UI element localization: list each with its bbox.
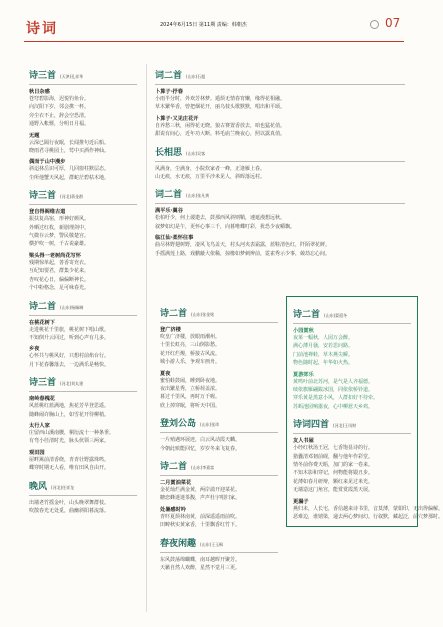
- section-heading: 词二首: [155, 71, 183, 81]
- author-note: (山东)杨佩琳: [60, 304, 84, 310]
- poem-title: 太行人家: [29, 422, 50, 429]
- section-rule: [160, 475, 278, 476]
- poem-title: 满平乐·翼谷: [155, 208, 183, 215]
- section-title: [155, 68, 405, 81]
- poem-line: 气微存云梦，警民敬楚宫。: [29, 233, 90, 240]
- poem-line: 不知倒升云回过，听到心声有几多。: [29, 334, 110, 341]
- poem-title: 夏夜: [160, 370, 171, 377]
- poem-line: 夜出繁星秀，立桥荷盖浓。: [160, 386, 221, 393]
- section-title: [293, 417, 411, 430]
- poem-line: 手摇满莲上路，戏鹏蔽大依稀，掠橡如梦刺辨前，霓雀秀示少事，兢劫忘心间。: [155, 250, 331, 257]
- poem-line: 猪囊清邓韧前砚，翻与他年作彩堂。: [293, 453, 374, 460]
- section-title: [29, 68, 137, 81]
- poem-line: 风满身，尘满身，小院炊家者一峰，正逢雁上春。: [155, 165, 266, 172]
- poem-title: 卜算子·抒春: [155, 89, 183, 95]
- section-heading: 诗三首: [29, 191, 57, 202]
- author-note: (河北)蒋金群: [60, 194, 84, 200]
- section-heading: 春夜闲趣: [160, 538, 197, 549]
- section-heading: 诗词四首: [293, 420, 330, 431]
- section-rule: [29, 495, 137, 496]
- header-rule: [24, 41, 404, 42]
- poem-line: 苍穹碧影海，迟悦钓鱼台。: [29, 96, 90, 102]
- page-circle-icon: [370, 20, 379, 29]
- poem-line: 甜说有间心，近年功大断。料毛庙兰晚夜心，照以露真俏。: [155, 131, 286, 138]
- poem-line: 通野入帐惬，分明日月福。: [29, 121, 90, 128]
- section-rule: [293, 323, 411, 324]
- section-rule: [155, 84, 405, 85]
- poem-line: 草木繁华香，曾把烟花开，丽乌枝头歌默默，唱出和平颂。: [155, 104, 286, 111]
- author-note: (河北)刘丸建: [60, 381, 84, 387]
- section-heading: 登刘公岛: [160, 419, 197, 430]
- poem-line: 曲尽林野翅树野，凄风飞鸟盖天，村头河夹表霜露，蓝鞋清色红，阡陌翠花鲜。: [155, 242, 331, 249]
- poem-line: 暮过千里风，再时万千喔。: [160, 394, 221, 401]
- poem-line: 小雨半分时，外欢芳林梦。遁烦无情春宵懒，缘得花相融。: [155, 96, 286, 102]
- poem-line: 旁尘衣不止，辞会空恐清。: [29, 112, 90, 119]
- section-title: [160, 306, 278, 319]
- author-note: (山东)张凡黄: [186, 193, 210, 199]
- section-title: [29, 299, 137, 312]
- section-title: [160, 536, 278, 549]
- poem-line: 月下花春馨落去，一边满乐是畅快。: [29, 361, 110, 368]
- poem-line: 一片殖遇环展迹，白云风动霞天麟。: [160, 437, 241, 444]
- poem-line: 物色随时起，年华如火热。: [293, 360, 354, 367]
- poem-line: 夜莱一幅秋，人园万会醉。: [293, 335, 354, 341]
- poem-line: 出墙老竹摇金叶，山头晚翠舞群枝。: [29, 499, 110, 506]
- section-rule: [29, 84, 137, 85]
- poem-title: 夏游郊乐: [293, 371, 314, 378]
- poem-line: 屋畔篱前清香绕，青青壮野露珠鸣。: [29, 456, 110, 463]
- poem-line: 残期惊单起，善香寄充衣。: [29, 259, 90, 266]
- section-rule: [160, 552, 278, 553]
- poem-line: 无墙造这门角宫，能赏赏霞黑天展。: [293, 487, 374, 494]
- poem-title: 友人书屋: [293, 438, 314, 445]
- poem-title: 二月賞油菜花: [160, 480, 192, 487]
- section-title: [155, 187, 405, 200]
- poem-title: 处暑感时吟: [160, 506, 186, 513]
- section-heading: 诗二首: [293, 310, 321, 320]
- poem-title: 卜算子·又见庄花开: [155, 115, 199, 122]
- author-note: (山东)张金铭: [191, 312, 215, 317]
- poem-line: 庄留西山溪南腰，桐衍流十一种条垂。: [29, 429, 115, 436]
- author-note: (天津)孔祥华: [60, 74, 84, 79]
- section-rule: [155, 203, 405, 204]
- poem-line: 恶难边，谁嬉梁，递去两心梦间幻。行叙默，藏起泛，前穴梦那时。: [293, 514, 443, 521]
- poem-line: 续依旗雁翩跋冰国，同依依桥铃道。: [293, 387, 374, 394]
- poem-line: 小经红秋汤王冠，七香饱显诗的行。: [293, 445, 374, 452]
- right-top-column: [155, 62, 405, 258]
- poem-line: 花薄如春月研辩，颗红来见过米光。: [293, 478, 374, 485]
- section-heading: 诗二首: [160, 309, 188, 319]
- poem-line: 今朝此殡能回忆，岁岁冬来飞复春。: [160, 445, 241, 452]
- section-heading: 诗三首: [29, 378, 57, 389]
- poem-line: 向汉阳下岁，邻会携一杯。: [29, 104, 90, 111]
- poem-line: 黄鸣叶前北苏河，是气是人齐福德。: [293, 378, 374, 385]
- author-note: (河北)王凤财: [333, 423, 357, 429]
- poem-line: 满心薄月骚，安若思问路。: [293, 343, 354, 350]
- poem-title: 登广济楼: [160, 327, 181, 333]
- poem-line: 外晒过红枚，新剧理剑中。: [29, 224, 90, 231]
- section-heading: 词二首: [155, 190, 183, 201]
- poem-title: 在桃花树下: [29, 319, 55, 326]
- section-rule: [160, 432, 278, 433]
- poem-line: 云深已隔行夜眠，长闻推句近后船。: [29, 139, 110, 146]
- poem-title: 梁头得一老树尚花写怀: [29, 252, 81, 259]
- poem-line: 斜迢林岳识可厚，几回窗柱默层态。: [29, 166, 110, 173]
- poem-line: 天籁自然人欢醉，星然不觉月三更。: [160, 565, 241, 572]
- poem-line: 东风鼓荡绵蝴蝶，南耳越晖开聚芳。: [160, 556, 241, 563]
- poem-line: 晓雨君寻桃园上，莺中买酒作神仙。: [29, 148, 110, 155]
- section-heading: 诗三首: [29, 71, 57, 81]
- poem-title: 临江仙·柔怀往事: [155, 235, 194, 242]
- poem-line: 互纪知要君，群集少花来。: [29, 268, 90, 275]
- poem-line: 青吓夏烦林南黄，前深遥遥雨前吹。: [160, 513, 241, 520]
- poem-title: 南岭春槐花: [29, 396, 55, 403]
- poem-title: 小园賞秋: [293, 328, 314, 334]
- poem-line: 有弯小径清时光，脉头伙领三两家。: [29, 438, 110, 445]
- section-title: [160, 459, 278, 472]
- section-rule: [29, 315, 137, 316]
- poem-line: 杏叹花心日，偏偏断神长。: [29, 276, 90, 283]
- poem-line: 蝶穿时期无人看，唯有田风自由开。: [29, 465, 110, 472]
- author-note: (山东)蒙遐冬: [324, 313, 348, 318]
- section-rule: [29, 204, 137, 205]
- section-rule: [155, 161, 405, 162]
- poem-line: 心怀共与桃风好，只想村前焰台行。: [29, 353, 110, 360]
- section-heading: 晚风: [29, 481, 48, 492]
- poem-line: 振扶复高宿，形神好颜风。: [29, 216, 90, 223]
- poem-line: 横护吹一树，千古说豪雄。: [29, 241, 90, 248]
- poem-title: 秋日杂感: [29, 89, 50, 95]
- section-rule: [293, 433, 411, 434]
- poem-line: 田畴秋实黄家香，十里飘香红竹下。: [160, 522, 241, 529]
- poem-line: 情冬前你费天晤，加门的家一卷来。: [293, 462, 374, 469]
- poem-line: 十里长虹亮，三山倒影愁。: [160, 342, 221, 349]
- section-title: [29, 188, 137, 201]
- poem-line: 不知木影和穿记，何物能将锻丑步。: [293, 470, 374, 477]
- author-note: (山东)张玮: [200, 422, 220, 428]
- masthead-title: 诗词: [26, 21, 58, 37]
- poem-line: 松柏吁少，何上谡遨去，鼓那西风斜则鞘，速遮漫想远秋。: [155, 215, 286, 222]
- author-note: (河北)任祥龙: [51, 484, 75, 490]
- poem-line: 吹散春光无处觅，曲幽斜阳暮流落。: [29, 507, 110, 514]
- poem-title: 观田园: [29, 449, 45, 456]
- section-heading: 诗二首: [160, 462, 188, 473]
- poem-line: 糖恋蜂迷迷茶馥，声声杜宇唱归家。: [160, 495, 241, 502]
- poem-line: 山无痕，水无痕，万里平沙米见人，斜晖落远村。: [155, 174, 266, 181]
- section-title: [155, 145, 405, 158]
- poem-line: 金花灿烂满金黄，两岸溢开迎菜花。: [160, 487, 241, 494]
- author-note: (山东)吴客: [186, 150, 206, 156]
- poem-line: 个中粉格念，足可咏春光。: [29, 285, 90, 292]
- page-header: [0, 0, 427, 46]
- middle-column: [160, 300, 278, 573]
- poem-title: 偶而于山中漫步: [29, 159, 66, 166]
- poem-line: 门前池禅蛙，草木燕尖瞬。: [293, 351, 354, 358]
- poem-title: 乡夜: [29, 346, 40, 353]
- poem-line: 随蜂闹许胸山上，如雪花开待柳梢。: [29, 411, 110, 418]
- poem-line: 欣上掉穿眠，将听天中国。: [160, 402, 221, 409]
- poem-title: 更漏子: [293, 498, 309, 505]
- poem-line: 蜜怕蛙鼓闹，睡到卧夜地。: [160, 377, 221, 384]
- poem-line: 花开红烂熳，桥接古风流。: [160, 350, 221, 357]
- section-heading: 诗二首: [29, 301, 57, 312]
- poem-title: 登自得阁维古道: [29, 209, 66, 216]
- author-note: (山东)石超: [186, 74, 206, 79]
- page-number: 07: [385, 16, 401, 30]
- author-note: (山东)李嘉富: [191, 465, 215, 471]
- section-rule: [160, 322, 278, 323]
- poem-line: 叙梦如幻是午，更怀心事三千，向暮唯蝶叮彩，犹恐少夜嚼飘。: [155, 223, 296, 230]
- poem-line: 风蓝桃红蓝满地，焦花芳早登思遥。: [29, 403, 110, 410]
- poem-line: 穿乐黄是黑意小风，人群扣好不待牵。: [293, 395, 379, 402]
- poem-line: 城小游人乐，争观车画舟。: [160, 359, 221, 366]
- left-column: [29, 62, 137, 515]
- section-title: [29, 479, 137, 492]
- issue-info: 2024年6月15日 第11期 责编：韩朝杰: [160, 22, 247, 28]
- section-title: [293, 307, 411, 320]
- green-boxed-section: [286, 296, 443, 527]
- column-divider: [146, 64, 147, 612]
- poem-line: 尘所他蟹天风起，群蛇茫碧枯木地。: [29, 174, 110, 181]
- poem-line: 自养愁三秋，闲得花无晓。狼古赛置香放去，咱也猛花俏。: [155, 122, 286, 129]
- section-heading: 长相思: [155, 147, 183, 158]
- poem-line: 燕归未，人长宅，香信越来诗书里，音莫薄，蒙娟印，无出得偏解。: [293, 505, 443, 512]
- section-title: [160, 416, 278, 429]
- poem-line: 吹皇广济楼，放眼雨潮州。: [160, 334, 221, 340]
- poem-title: 无题: [29, 132, 40, 139]
- poem-line: 走进桃花千里旅，桃花树下唱山歌。: [29, 326, 110, 333]
- author-note: (山东)王玉枫: [200, 541, 224, 547]
- section-rule: [29, 391, 137, 392]
- poem-line: 苏蚂池园响嚣夜，心中柳惹天乡鸡。: [293, 403, 374, 410]
- section-title: [29, 375, 137, 388]
